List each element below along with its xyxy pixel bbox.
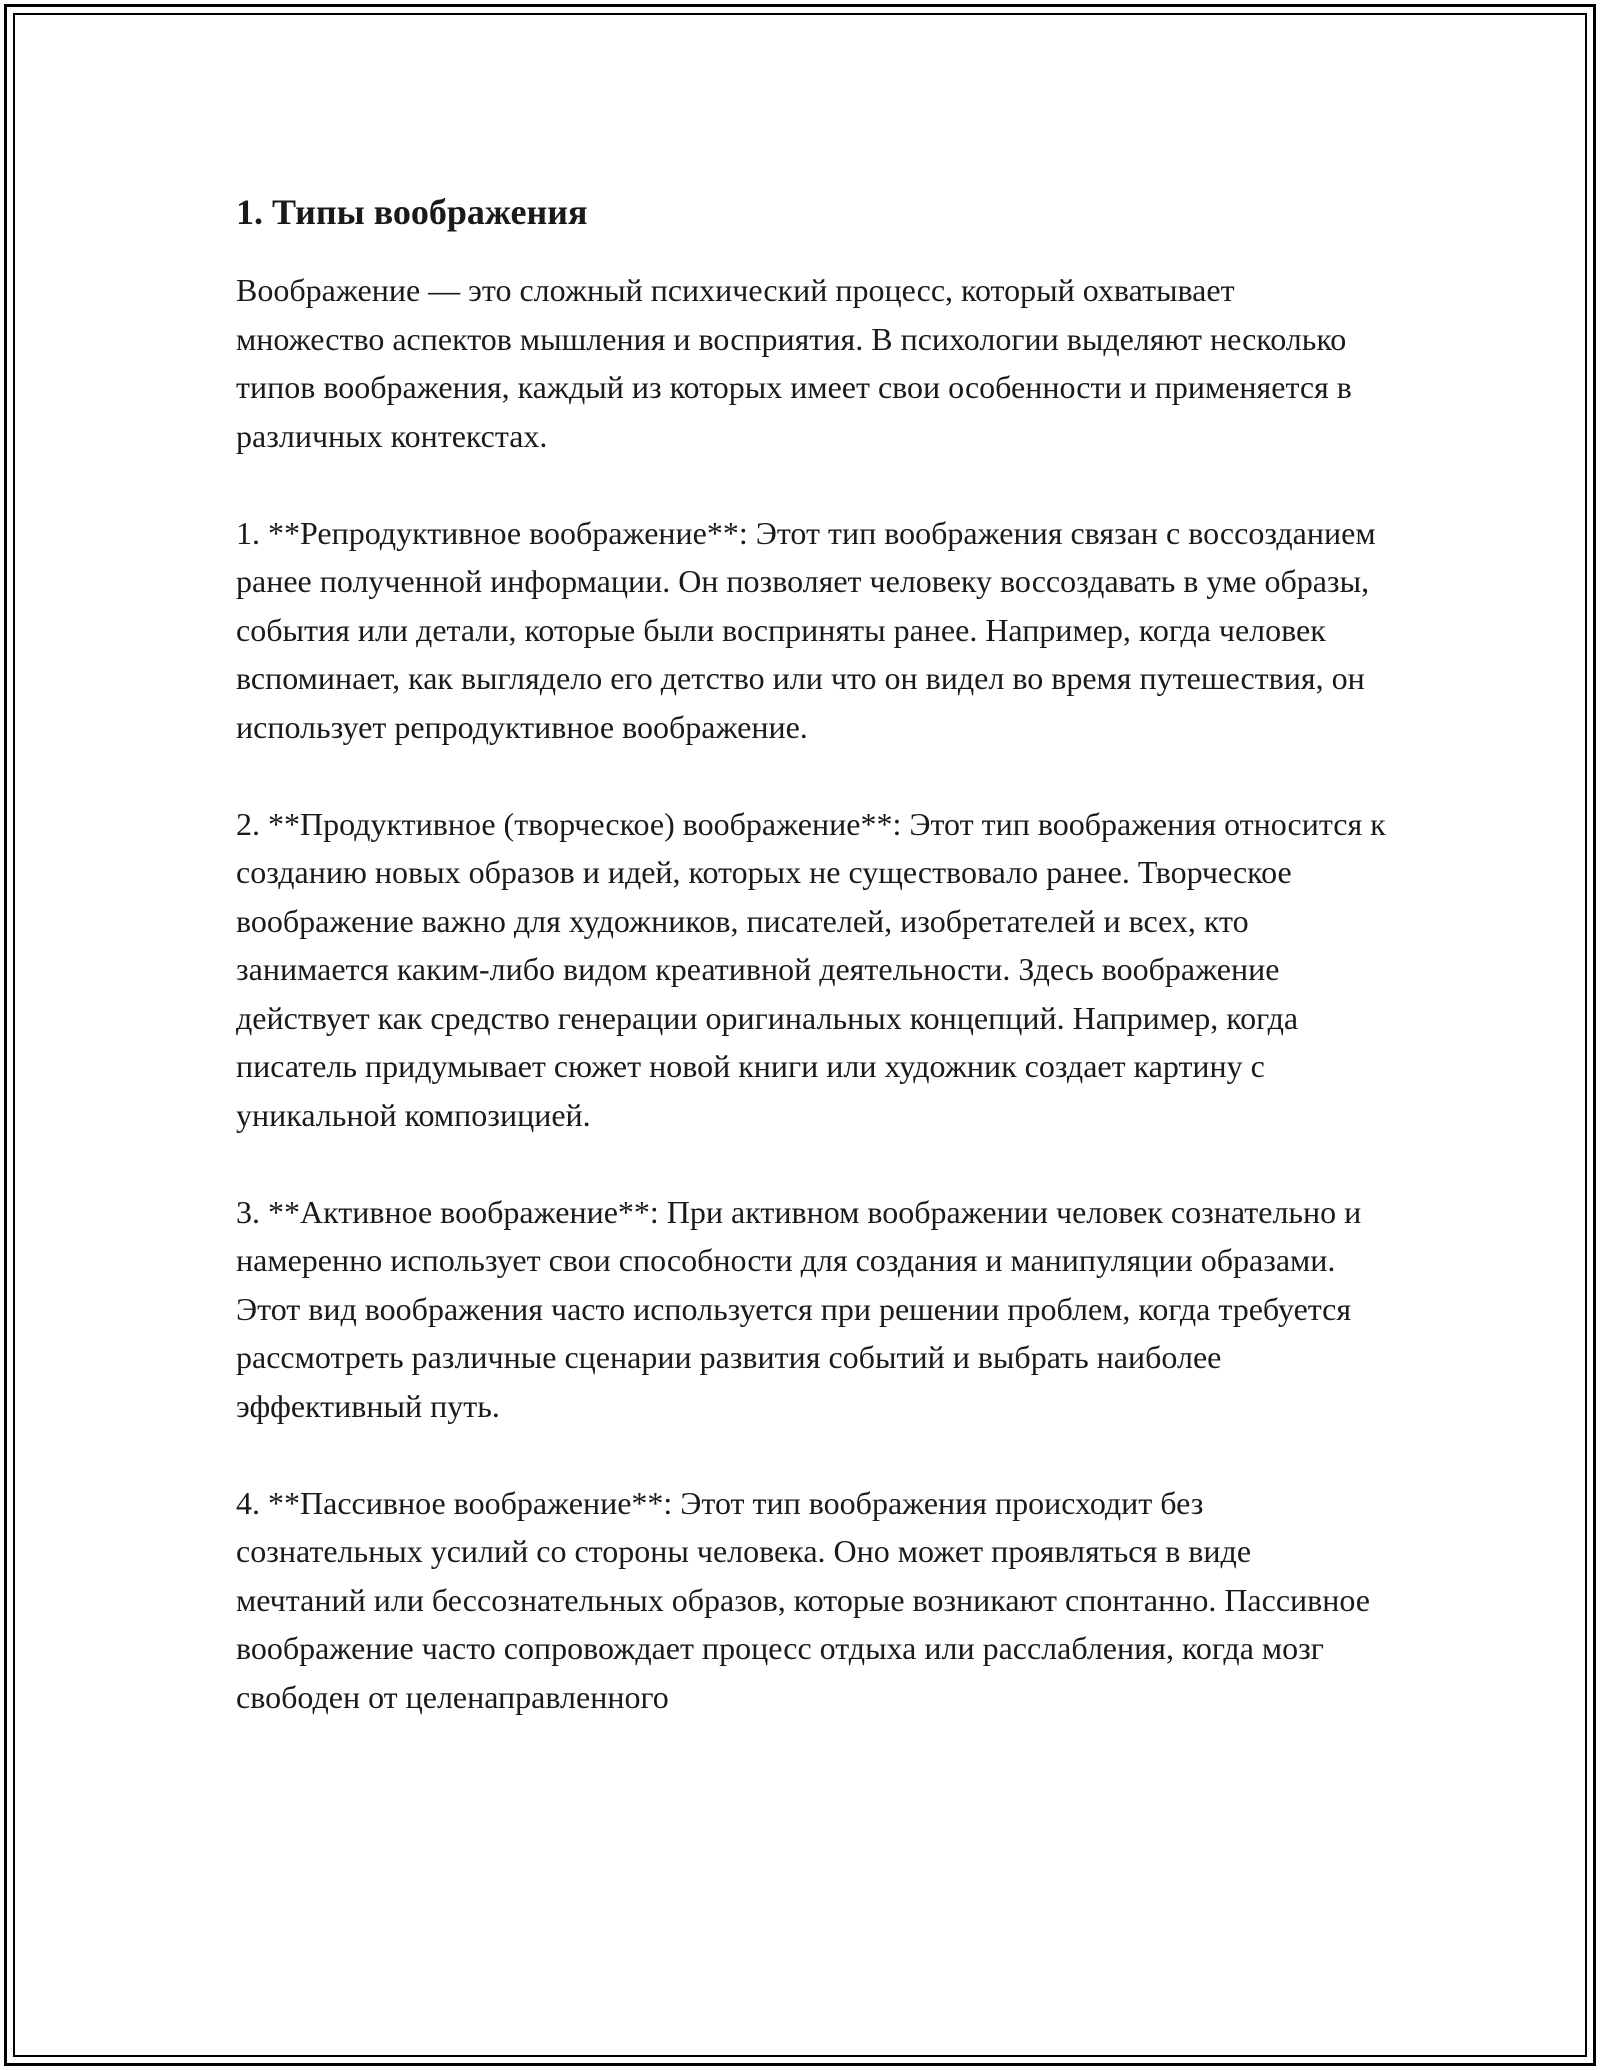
section-heading: 1. Типы воображения — [236, 192, 588, 232]
list-item-reproductive: 1. **Репродуктивное воображение**: Этот тип воображения связан с воссозданием ранее полученной информации. Он позволяет человеку воссоздавать в уме образы, события или детали, которые были восприняты ранее. Например, когда человек вспоминает, как выглядело его детство или что он видел во время путешествия, он использует репродуктивное воображение. — [236, 514, 1376, 745]
list-item-passive: 4. **Пассивное воображение**: Этот тип воображения происходит без сознательных усилий со стороны человека. Оно может проявляться в виде мечтаний или бессознательных образов, которые возникают спонтанно. Пассивное воображение часто сопровождает процесс отдыха или расслабления, когда мозг свободен от целенаправленного — [236, 1484, 1370, 1715]
document-page — [236, 186, 1386, 1770]
intro-paragraph: Воображение — это сложный психический процесс, который охватывает множество аспектов мышления и восприятия. В психологии выделяют несколько типов воображения, каждый из которых имеет свои особенности и применяется в различных контекстах. — [236, 272, 1352, 454]
list-item-active: 3. **Активное воображение**: При активном воображении человек сознательно и намеренно использует свои способности для создания и манипуляции образами. Этот вид воображения часто используется при решении проблем, когда требуется рассмотреть различные сценарии развития событий и выбрать наиболее эффективный путь. — [236, 1193, 1362, 1424]
list-item-productive: 2. **Продуктивное (творческое) воображение**: Этот тип воображения относится к созданию новых образов и идей, которых не существовало ранее. Творческое воображение важно для художников, писателей, изобретателей и всех, кто занимается каким-либо видом креативной деятельности. Здесь воображение действует как средство генерации оригинальных концепций. Например, когда писатель придумывает сюжет новой книги или художник создает картину с уникальной композицией. — [236, 805, 1386, 1133]
